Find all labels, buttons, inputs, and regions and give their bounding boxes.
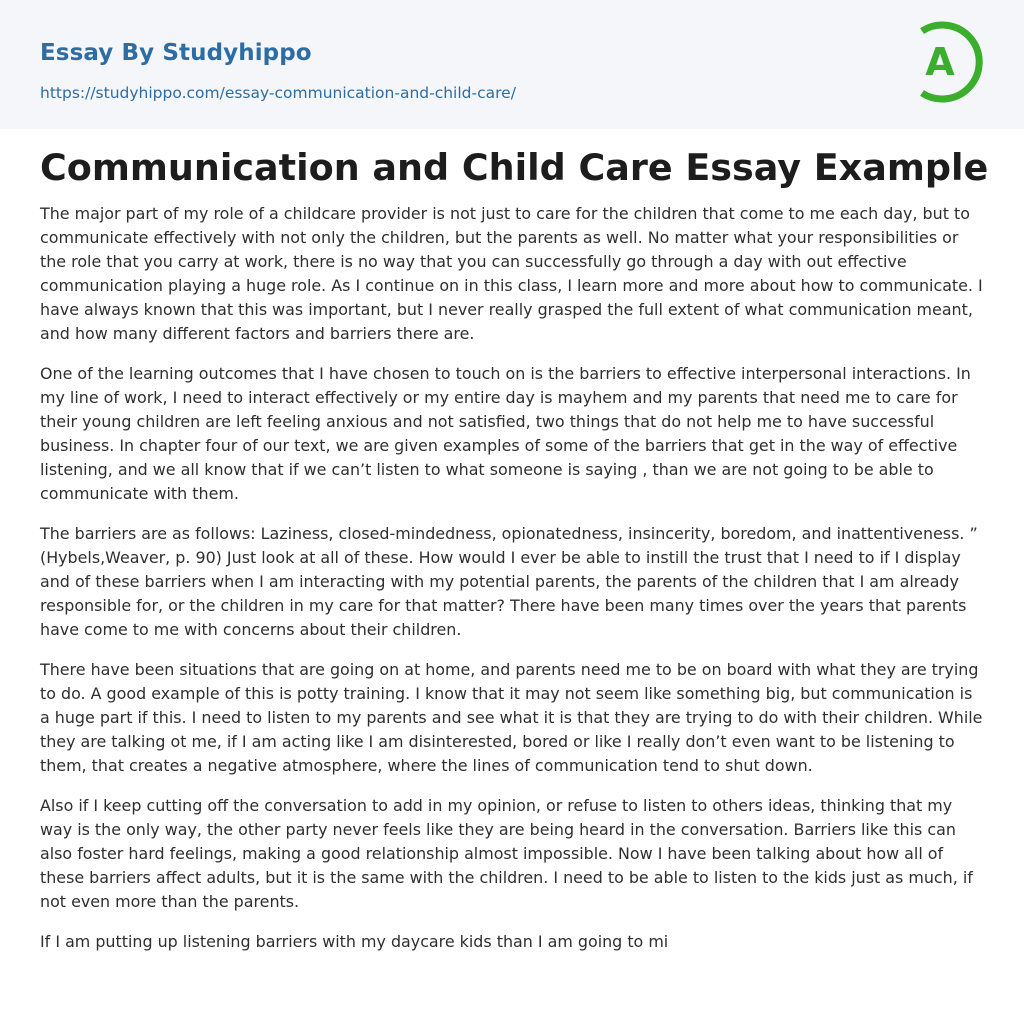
essay-paragraph: The major part of my role of a childcare provider is not just to care for the children that come to me each day, but to communicate effectively with not only the children, but the parents as well. No matter what your responsibilities or the role that you carry at work, there is no way that you can successfully go through a day with out effective communication playing a huge role. As I continue on in this class, I learn more and more about how to communicate. I have always known that this was important, but I never really grasped the full extent of what communication meant, and how many different factors and barriers there are. — [40, 204, 983, 343]
logo-letter: A — [925, 40, 955, 84]
essay-body — [40, 202, 984, 954]
site-header — [0, 0, 1024, 129]
essay-paragraph: There have been situations that are going on at home, and parents need me to be on board with what they are trying to do. A good example of this is potty training. I know that it may not seem like something big, but communication is a huge part if this. I need to listen to my parents and see what it is that they are trying to do with their children. While they are talking ot me, if I am acting like I am disinterested, bored or like I really don’t even want to be listening to them, that creates a negative atmosphere, where the lines of communication tend to shut down. — [40, 660, 983, 775]
page-title: Communication and Child Care Essay Example — [40, 146, 989, 189]
site-title[interactable]: Essay By Studyhippo — [40, 40, 312, 66]
article — [0, 129, 1024, 954]
page-url-link[interactable]: https://studyhippo.com/essay-communication-and-child-care/ — [40, 84, 516, 102]
essay-paragraph: One of the learning outcomes that I have chosen to touch on is the barriers to effective interpersonal interactions. In my line of work, I need to interact effectively or my entire day is mayhem and my parents that need me to care for their young children are left feeling anxious and not satisfied, two things that do not help me to have successful business. In chapter four of our text, we are given examples of some of the barriers that get in the way of effective listening, and we all know that if we can’t listen to what someone is saying , than we are not going to be able to communicate with them. — [40, 364, 971, 503]
essay-paragraph: Also if I keep cutting off the conversation to add in my opinion, or refuse to listen to others ideas, thinking that my way is the only way, the other party never feels like they are being heard in the conversation. Barriers like this can also foster hard feelings, making a good relationship almost impossible. Now I have been talking about how all of these barriers affect adults, but it is the same with the children. I need to be able to listen to the kids just as much, if not even more than the parents. — [40, 796, 973, 911]
essay-paragraph: If I am putting up listening barriers with my daycare kids than I am going to mi — [40, 932, 669, 951]
essay-paragraph: The barriers are as follows: Laziness, closed-mindedness, opionatedness, insincerity, boredom, and inattentiveness. ” (Hybels,Weaver, p. 90) Just look at all of these. How would I ever be able to instill the trust that I need to if I display and of these barriers when I am interacting with my potential parents, the parents of the children that I am already responsible for, or the children in my care for that matter? There have been many times over the years that parents have come to me with concerns about their children. — [40, 524, 978, 639]
studyhippo-logo-icon[interactable] — [912, 19, 986, 105]
